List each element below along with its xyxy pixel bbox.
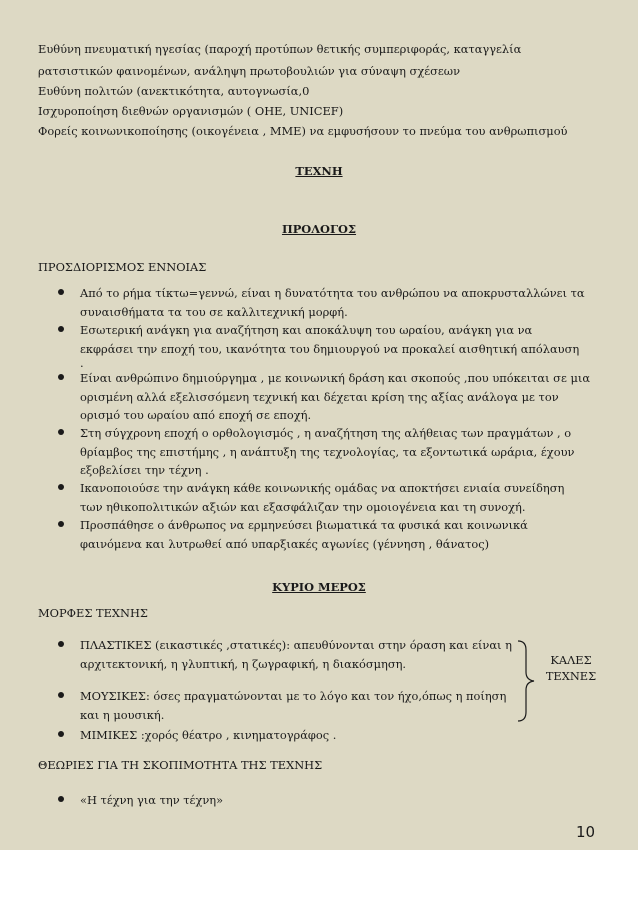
bullet-dot: [58, 731, 64, 737]
section-title-prosdiorismos: ΠΡΟΣΔΙΟΡΙΣΜΟΣ ΕΝΝΟΙΑΣ: [38, 260, 207, 274]
list-item: «Η τέχνη για την τέχνη»: [80, 793, 224, 807]
intro-line-4: Ισχυροποίηση διεθνών οργανισμών ( ΟΗΕ, UNICEF): [38, 104, 344, 118]
list-item: ΜΟΥΣΙΚΕΣ: όσες πραγματώνονται με το λόγο και τον ήχο,όπως η ποίηση και η μουσική.: [80, 689, 507, 722]
list-item: Ικανοποιούσε την ανάγκη κάθε κοινωνικής ομάδας να αποκτήσει ενιαία συνείδηση των ηθικοπολιτικών αξιών και εξασφάλιζαν την ομοιογένεια και τη συνοχή.: [80, 481, 565, 514]
right-brace-icon: [516, 640, 538, 722]
list-item: ΜΙΜΙΚΕΣ :χορός θέατρο , κινηματογράφος .: [80, 728, 337, 742]
list-item: ΠΛΑΣΤΙΚΕΣ (εικαστικές ,στατικές): απευθύνονται στην όραση και είναι η αρχιτεκτονική, η γλυπτική, η ζωγραφική, η διακόσμηση.: [80, 638, 512, 671]
bullet-dot: [58, 429, 64, 435]
bullet-dot: [58, 326, 64, 332]
bullet-dot: [58, 374, 64, 380]
list-item: Προσπάθησε ο άνθρωπος να ερμηνεύσει βιωματικά τα φυσικά και κοινωνικά φαινόμενα και λυτρωθεί από υπαρξιακές αγωνίες (γέννηση , θάνατος): [80, 518, 528, 551]
intro-line-3: Ευθύνη πολιτών (ανεκτικότητα, αυτογνωσία,0: [38, 84, 310, 98]
list-item: Στη σύγχρονη εποχή ο ορθολογισμός , η αναζήτηση της αλήθειας των πραγμάτων , ο θρίαμβος της επιστήμης , η ανάπτυξη της τεχνολογίας, τα εξοντωτικά ωράρια, έχουν εξοβελίσει την τέχνη .: [80, 426, 575, 477]
bullet-dot: [58, 484, 64, 490]
brace-label-kales-technes: ΚΑΛΕΣ ΤΕΧΝΕΣ: [545, 653, 597, 683]
bullet-dot: [58, 796, 64, 802]
section-title-theories: ΘΕΩΡΙΕΣ ΓΙΑ ΤΗ ΣΚΟΠΙΜΟΤΗΤΑ ΤΗΣ ΤΕΧΝΗΣ: [38, 758, 323, 772]
page-number: 10: [576, 823, 596, 841]
list-item: Από το ρήμα τίκτω=γεννώ, είναι η δυνατότητα του ανθρώπου να αποκρυσταλλώνει τα συναισθήματα τα του σε καλλιτεχνική μορφή.: [80, 286, 585, 319]
intro-line-5: Φορείς κοινωνικοποίησης (οικογένεια , ΜΜΕ) να εμφυσήσουν το πνεύμα του ανθρωπισμού: [38, 124, 568, 138]
heading-techni: ΤΕΧΝΗ: [295, 164, 343, 178]
list-item: Εσωτερική ανάγκη για αναζήτηση και αποκάλυψη του ωραίου, ανάγκη για να εκφράσει την εποχή του, ικανότητα του δημιουργού να προκαλεί αισθητική απόλαυση .: [80, 323, 580, 370]
list-item: Είναι ανθρώπινο δημιούργημα , με κοινωνική δράση και σκοπούς ,που υπόκειται σε μια ορισμένη αλλά εξελισσόμενη τεχνική και δέχεται κρίση της αξίας ανάλογα με τον ορισμό του ωραίου από εποχή σε εποχή.: [80, 371, 591, 422]
bullet-dot: [58, 521, 64, 527]
bullet-dot: [58, 641, 64, 647]
heading-prologos: ΠΡΟΛΟΓΟΣ: [281, 222, 357, 236]
intro-line-2: ρατσιστικών φαινομένων, ανάληψη πρωτοβουλιών για σύναψη σχέσεων: [38, 64, 461, 78]
bullet-dot: [58, 289, 64, 295]
heading-kyrio-meros: ΚΥΡΙΟ ΜΕΡΟΣ: [272, 580, 366, 594]
section-title-morfes: ΜΟΡΦΕΣ ΤΕΧΝΗΣ: [38, 606, 148, 620]
intro-line-1: Ευθύνη πνευματική ηγεσίας (παροχή προτύπων θετικής συμπεριφοράς, καταγγελία: [38, 42, 522, 56]
bullet-dot: [58, 692, 64, 698]
